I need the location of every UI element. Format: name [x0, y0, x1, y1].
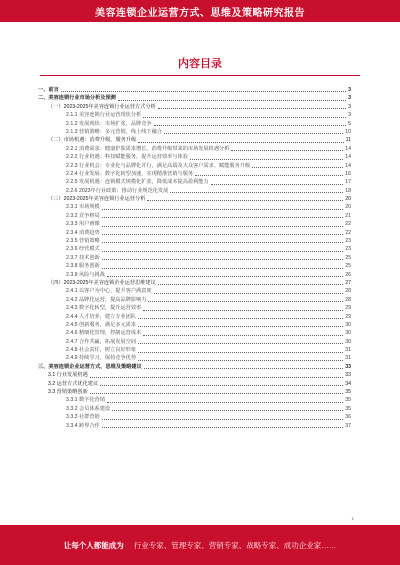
toc-entry-label: （一）2023-2025年美容连锁行业运营方式分析 — [48, 103, 156, 110]
toc-entry-label: 3.2 运营方式优化建议 — [48, 380, 99, 387]
toc-entry[interactable] — [38, 388, 351, 396]
toc-entry[interactable] — [38, 329, 351, 337]
toc-entry[interactable] — [38, 103, 351, 111]
toc-entry-page: 3 — [348, 112, 351, 119]
toc-entry[interactable] — [38, 136, 351, 144]
toc-entry-page: 30 — [345, 321, 351, 328]
toc-leader-dots — [138, 142, 343, 143]
toc-entry-page: 20 — [345, 196, 351, 203]
report-title: 美容连锁企业运营方式、思维及策略研究报告 — [95, 7, 305, 19]
toc-entry-label: 2.2.2 行业机遇：科技赋能服务，提升运营效率与体验 — [66, 154, 188, 161]
toc-entry[interactable] — [38, 262, 351, 270]
toc-entry[interactable] — [38, 162, 351, 170]
toc-entry-label: （二）市场机遇：消费升级，服务升级 — [48, 137, 137, 144]
toc-entry[interactable] — [38, 237, 351, 245]
toc-entry[interactable] — [38, 422, 351, 430]
toc-leader-dots — [154, 125, 347, 126]
toc-leader-dots — [147, 200, 343, 201]
toc-entry[interactable] — [38, 94, 351, 102]
toc-entry-label: 2.4.3 数字化转型，提升运营效率 — [66, 305, 142, 312]
toc-entry-page: 35 — [345, 405, 351, 412]
toc-entry-page: 34 — [345, 380, 351, 387]
toc-leader-dots — [102, 259, 343, 260]
toc-leader-dots — [90, 393, 343, 394]
toc-entry[interactable] — [38, 413, 351, 421]
toc-entry-page: 14 — [345, 145, 351, 152]
toc-entry-page: 27 — [345, 279, 351, 286]
toc-leader-dots — [102, 251, 343, 252]
toc-entry-page: 14 — [345, 162, 351, 169]
toc-entry[interactable] — [38, 355, 351, 363]
toc-entry-label: 2.4.6 精细化管理，控制运营成本 — [66, 330, 142, 337]
toc-entry-page: 37 — [345, 422, 351, 429]
toc-entry[interactable] — [38, 346, 351, 354]
toc-entry-page: 18 — [345, 187, 351, 194]
toc-entry-label: 2.3.3 用户画像 — [66, 221, 100, 228]
toc-entry-label: 2.2.4 行业发展：数字化转型加速，实现精准营销与服务 — [66, 170, 194, 177]
toc-entry[interactable] — [38, 363, 351, 371]
toc-leader-dots — [154, 293, 344, 294]
toc-leader-dots — [231, 150, 343, 151]
toc-leader-dots — [143, 335, 343, 336]
toc-entry[interactable] — [38, 86, 351, 94]
toc-entry-page: 23 — [345, 238, 351, 245]
toc-entry[interactable] — [38, 203, 351, 211]
toc-entry[interactable] — [38, 304, 351, 312]
toc-leader-dots — [102, 268, 343, 269]
toc-entry-page: 22 — [345, 229, 351, 236]
toc-entry-page: 31 — [345, 355, 351, 362]
toc-entry[interactable] — [38, 245, 351, 253]
toc-leader-dots — [138, 360, 343, 361]
toc-entry-label: 一、前言 — [38, 86, 59, 93]
toc-leader-dots — [211, 184, 344, 185]
toc-entry-label: 3.1 行业发展机遇 — [48, 372, 88, 379]
toc-leader-dots — [100, 385, 343, 386]
toc-entry-label: （三）2023-2025年美容连锁行业运营分析 — [48, 196, 146, 203]
toc-entry-page: 10 — [345, 128, 351, 135]
toc-entry[interactable] — [38, 170, 351, 178]
toc-entry-page: 11 — [345, 137, 351, 144]
toc-entry-page: 23 — [345, 246, 351, 253]
toc-leader-dots — [138, 343, 343, 344]
toc-entry-label: 二、美容连锁行业市场分析及预测 — [38, 95, 116, 102]
toc-entry-label: 2.2.1 消费需求：健康护肤需求增长，消费升级带来的市场发展机遇分析 — [66, 145, 230, 152]
toc-entry-page: 25 — [345, 263, 351, 270]
toc-leader-dots — [112, 410, 343, 411]
toc-leader-dots — [143, 310, 343, 311]
toc-entry[interactable] — [38, 229, 351, 237]
toc-leader-dots — [118, 100, 346, 101]
toc-entry-label: 2.4.5 创新服务，满足多元需求 — [66, 321, 137, 328]
toc-entry-page: 16 — [345, 170, 351, 177]
toc-leader-dots — [148, 301, 343, 302]
toc-entry[interactable] — [38, 287, 351, 295]
toc-entry[interactable] — [38, 313, 351, 321]
toc-entry[interactable] — [38, 321, 351, 329]
toc-entry-label: 2.4.9 持续学习，保持竞争优势 — [66, 355, 137, 362]
toc-entry-page: 29 — [345, 313, 351, 320]
toc-entry-label: 2.4.7 合作共赢，拓展发展空间 — [66, 338, 137, 345]
toc-entry-label: 2.2.3 行业机会：专业化与品牌化并行，满足高端及大众客户需求、赋能服务升级 — [66, 162, 251, 169]
toc-leader-dots — [107, 402, 343, 403]
toc-leader-dots — [190, 159, 343, 160]
title-divider — [40, 75, 360, 76]
toc-entry-label: 三、美容连锁企业运营方式、思维及策略建议 — [38, 363, 142, 370]
toc-leader-dots — [164, 133, 343, 134]
toc-entry-label: 2.1.3 营销策略：多元营销，线上线下融合 — [66, 128, 162, 135]
toc-entry[interactable] — [38, 396, 351, 404]
toc-leader-dots — [102, 217, 343, 218]
toc-entry-page: 35 — [345, 389, 351, 396]
toc-entry-page: 17 — [345, 179, 351, 186]
toc-entry-label: 2.3.8 服务创新 — [66, 263, 100, 270]
toc-leader-dots — [102, 419, 343, 420]
toc-entry-label: 2.1.1 美容连锁行业运营现状分析 — [66, 112, 142, 119]
toc-entry-page: 3 — [348, 95, 351, 102]
toc-title: 内容目录 — [178, 58, 222, 70]
toc-entry[interactable] — [38, 195, 351, 203]
report-header — [0, 0, 400, 22]
toc-entry-label: 2.3.1 市场规模 — [66, 204, 100, 211]
toc-leader-dots — [102, 234, 343, 235]
toc-entry[interactable] — [38, 153, 351, 161]
toc-entry-label: （四）2023-2025年美容连锁企业运营思维建议 — [48, 279, 156, 286]
toc-leader-dots — [170, 192, 343, 193]
toc-leader-dots — [158, 284, 343, 285]
page-number: 1 — [351, 516, 354, 521]
toc-entry-page: 3 — [348, 86, 351, 93]
toc-entry-label: 2.3.7 技术创新 — [66, 254, 100, 261]
toc-entry-page: 21 — [345, 212, 351, 219]
toc-entry[interactable] — [38, 212, 351, 220]
toc-entry[interactable] — [38, 380, 351, 388]
toc-leader-dots — [102, 427, 343, 428]
toc-entry[interactable] — [38, 187, 351, 195]
toc-entry[interactable] — [38, 279, 351, 287]
toc-entry-page: 29 — [345, 305, 351, 312]
table-of-contents — [38, 86, 351, 430]
toc-leader-dots — [90, 377, 343, 378]
toc-leader-dots — [138, 352, 343, 353]
toc-entry-label: 2.2.6 2023年行业政策：推动行业规范化发展 — [66, 187, 169, 194]
toc-leader-dots — [102, 209, 343, 210]
toc-entry-page: 22 — [345, 221, 351, 228]
toc-entry-label: 2.3.4 消费趋势 — [66, 229, 100, 236]
toc-entry-page: 36 — [345, 414, 351, 421]
toc-entry-label: 2.3.2 竞争格局 — [66, 212, 100, 219]
toc-leader-dots — [138, 326, 343, 327]
toc-entry-label: 3.3.2 会员体系建设 — [66, 405, 111, 412]
toc-leader-dots — [138, 318, 343, 319]
toc-entry[interactable] — [38, 296, 351, 304]
toc-leader-dots — [107, 276, 343, 277]
toc-entry-label: 2.2.5 发展机遇：连锁模式规模化扩张，降低成本提高盈利能力 — [66, 179, 209, 186]
toc-entry-page: 3 — [348, 103, 351, 110]
toc-entry-label: 2.3.9 风险与挑战 — [66, 271, 105, 278]
toc-entry-page: 28 — [345, 296, 351, 303]
toc-entry-label: 3.3.3 社群营销 — [66, 414, 100, 421]
toc-entry-label: 2.4.1 以客户为中心，提升客户满意度 — [66, 288, 152, 295]
toc-entry-label: 3.3.1 数字化营销 — [66, 397, 105, 404]
toc-entry-label: 2.1.2 发展现状：市场扩张，品牌竞争 — [66, 120, 152, 127]
toc-entry[interactable] — [38, 405, 351, 413]
toc-entry[interactable] — [38, 338, 351, 346]
toc-leader-dots — [102, 226, 343, 227]
toc-entry-label: 2.4.4 人才培养，建立专业团队 — [66, 313, 137, 320]
toc-entry[interactable] — [38, 128, 351, 136]
toc-entry-page: 33 — [345, 363, 351, 370]
toc-entry-label: 2.4.8 社会责任，树立良好形象 — [66, 347, 137, 354]
toc-leader-dots — [144, 368, 343, 369]
toc-entry-page: 31 — [345, 347, 351, 354]
toc-leader-dots — [102, 242, 343, 243]
toc-entry-page: 30 — [345, 338, 351, 345]
toc-entry[interactable] — [38, 254, 351, 262]
toc-entry-page: 33 — [345, 372, 351, 379]
toc-entry-page: 14 — [345, 154, 351, 161]
toc-entry-page: 25 — [345, 254, 351, 261]
toc-entry-label: 2.3.5 营销策略 — [66, 238, 100, 245]
toc-entry-label: 3.3.4 跨界合作 — [66, 422, 100, 429]
toc-entry[interactable] — [38, 178, 351, 186]
toc-entry-page: 30 — [345, 330, 351, 337]
toc-entry[interactable] — [38, 371, 351, 379]
toc-leader-dots — [195, 175, 343, 176]
toc-leader-dots — [252, 167, 343, 168]
toc-entry[interactable] — [38, 120, 351, 128]
toc-entry-label: 2.4.2 品牌化运营，提高品牌影响力 — [66, 296, 147, 303]
footer-banner — [0, 525, 400, 565]
toc-leader-dots — [143, 117, 346, 118]
toc-entry-page: 5 — [348, 120, 351, 127]
toc-entry-page: 26 — [345, 271, 351, 278]
toc-leader-dots — [61, 91, 346, 92]
toc-entry-page: 28 — [345, 288, 351, 295]
toc-entry-label: 3.3 营销策略创新 — [48, 389, 88, 396]
footer-slogan: 让每个人都能成为 — [63, 540, 124, 550]
toc-entry[interactable] — [38, 220, 351, 228]
toc-entry-label: 2.3.6 经营模式 — [66, 246, 100, 253]
footer-roles: 行业专家、管理专家、营销专家、战略专家、成功企业家…… — [133, 540, 337, 550]
toc-entry[interactable] — [38, 145, 351, 153]
toc-entry[interactable] — [38, 111, 351, 119]
toc-entry-page: 20 — [345, 204, 351, 211]
toc-leader-dots — [158, 108, 346, 109]
toc-entry-page: 35 — [345, 397, 351, 404]
toc-entry[interactable] — [38, 271, 351, 279]
